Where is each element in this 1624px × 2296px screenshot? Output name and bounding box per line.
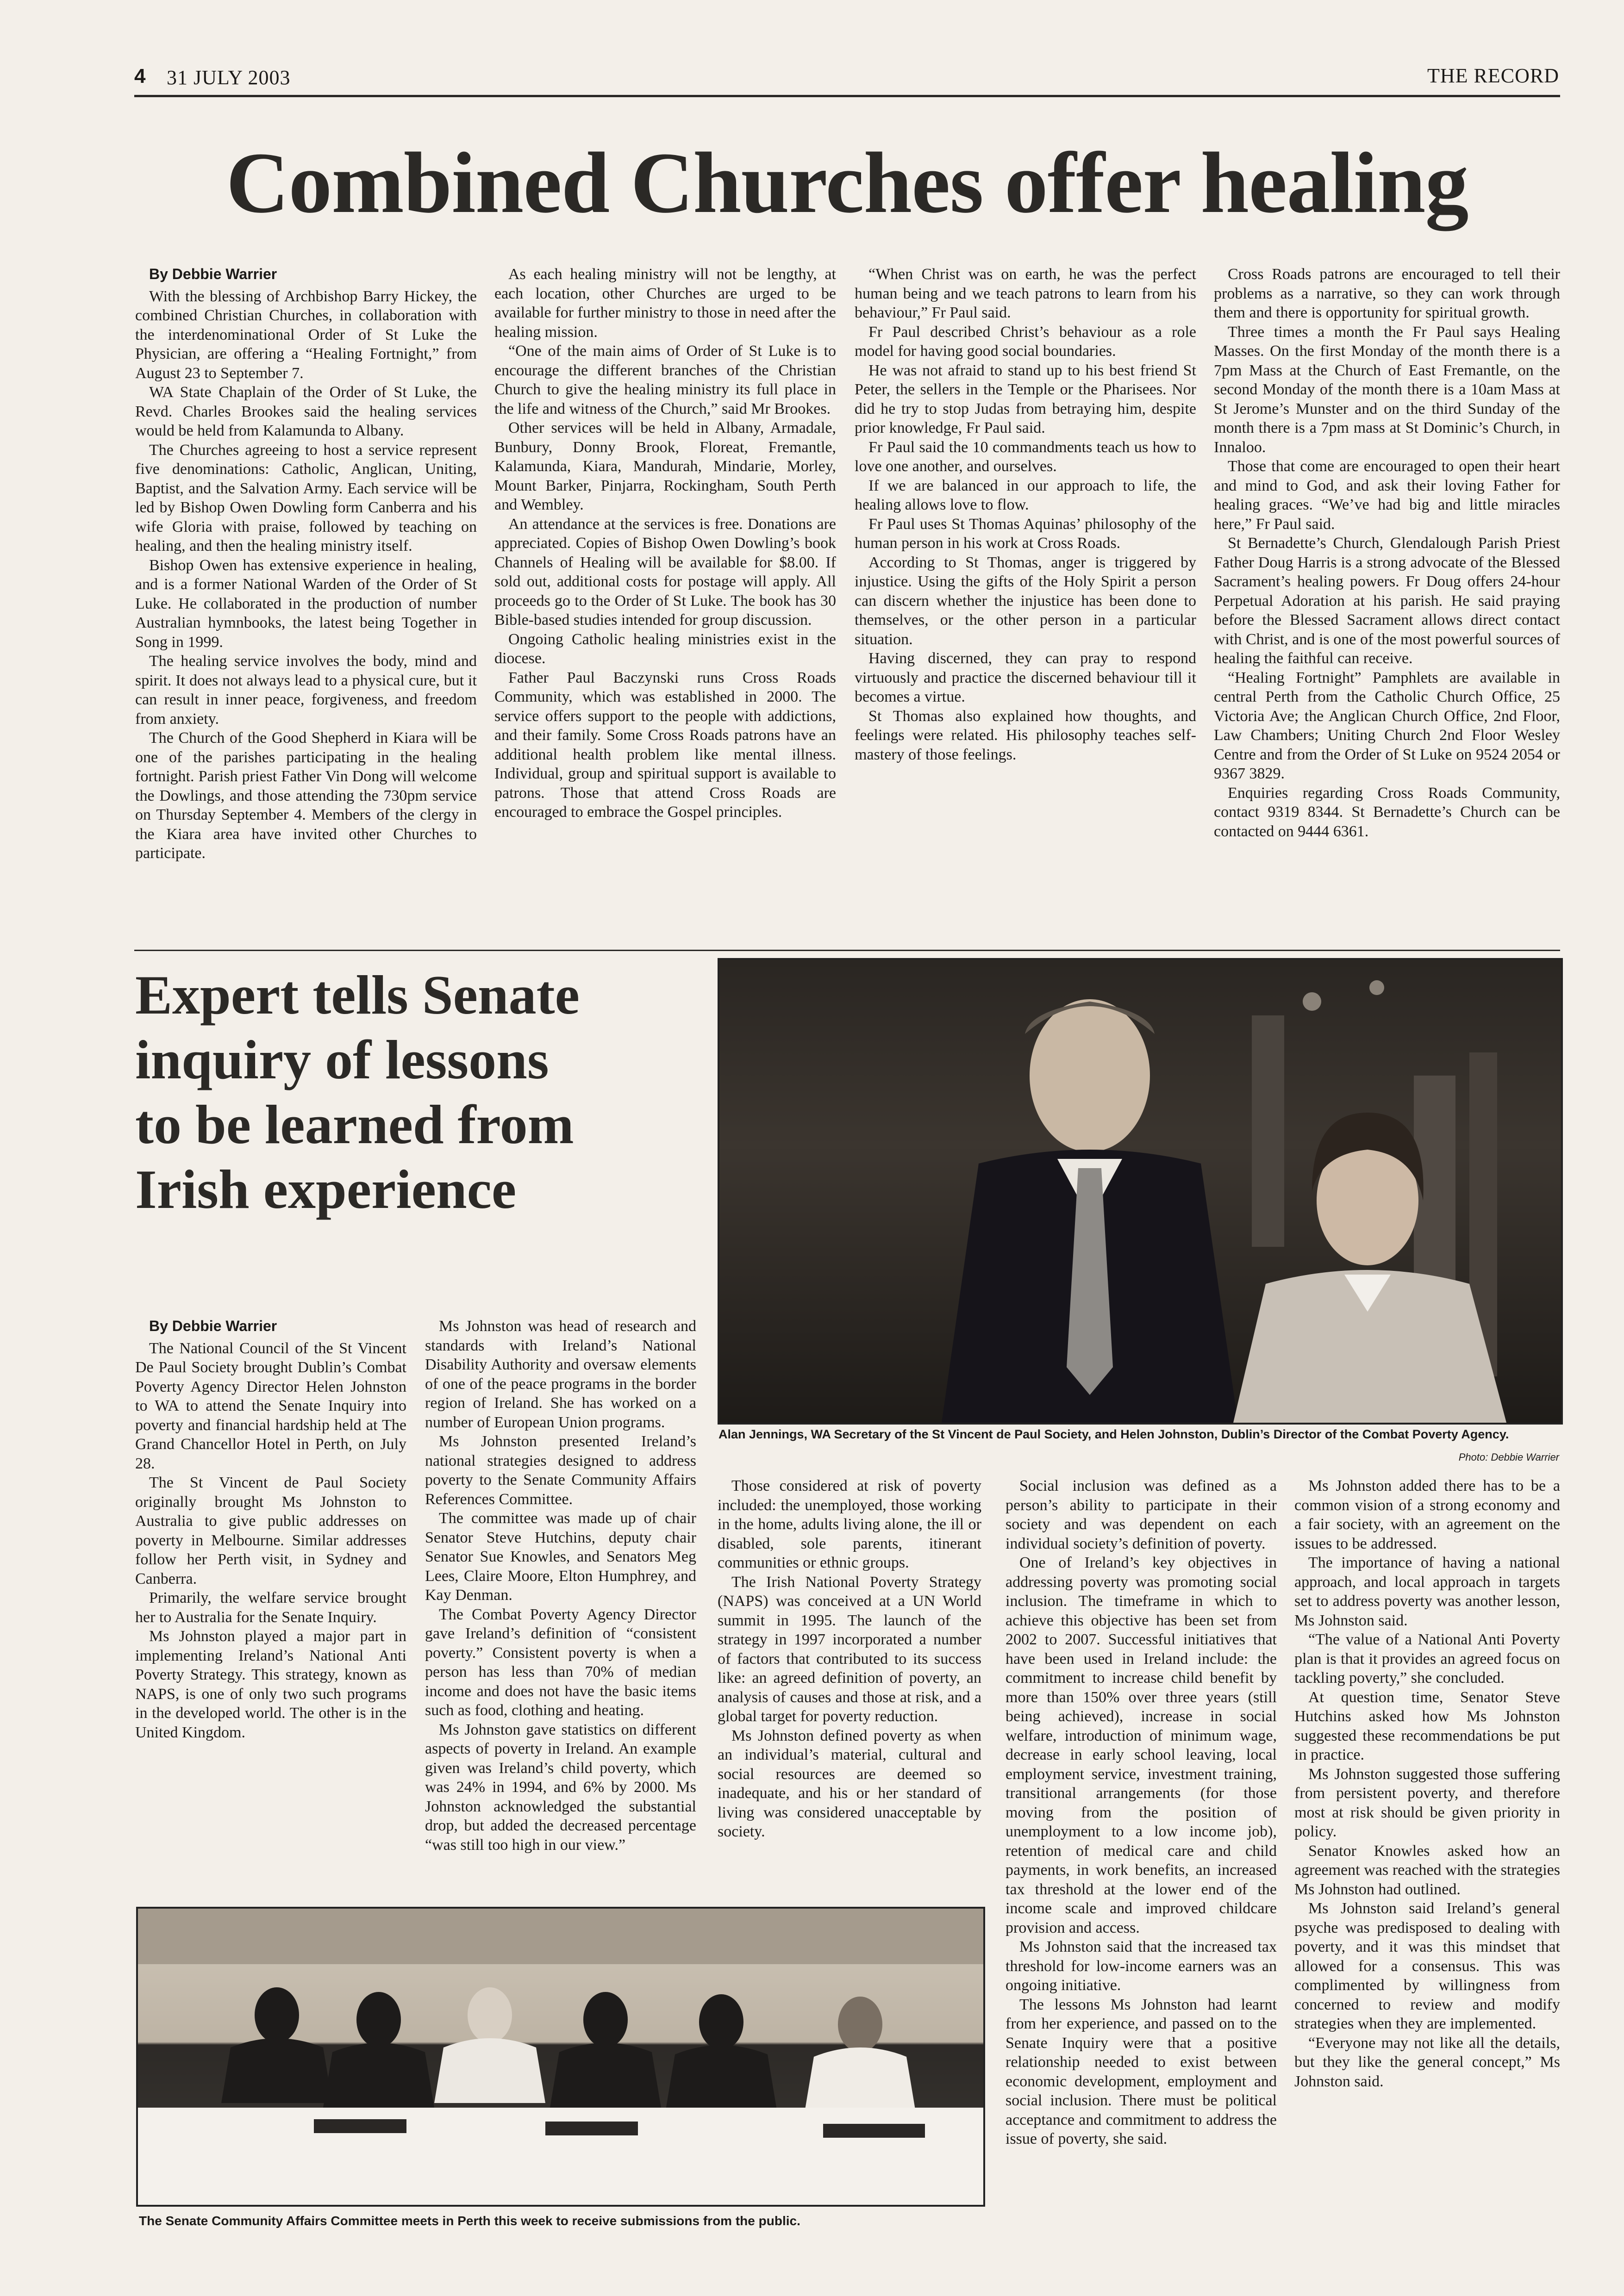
article1-col4: Cross Roads patrons are encouraged to tell their problems as a narrative, so they can work through them and there is opportunity for spiritual growth. Three times a month the Fr Paul says Healing Masses. On the first Monday of the month there is a 7pm Mass at the Church of East Fremantle, on the second Monday of the month there is a 10am Mass at St Jerome’s Munster and on the third Sunday of the month there is a 7pm mass at St Dominic’s Church, in Innaloo. Those that come are encouraged to open their heart and mind to God, and ask their loving Father for healing graces. “We’ve had big and little miracles here,” Fr Paul said. St Bernadette’s Church, Glendalough Parish Priest Father Doug Harris is a strong advocate of the Blessed Sacrament’s healing powers. Fr Doug offers 24-hour Perpetual Adoration at his parish. He said praying before the Blessed Sacrament allows direct contact with Christ, and is one of the most powerful sources of healing the faithful can receive. “Healing Fortnight” Pamphlets are available in central Perth from the Catholic Church Office, 25 Victoria Ave; the Anglican Church Office, 2nd Floor, Law Chambers; Uniting Church 2nd Floor Wesley Centre and from the Order of St Luke on 9524 2054 or 9367 3829. Enquiries regarding Cross Roads Community, contact 9319 8344. St Bernadette’s Church can be contacted on 9444 6361. bbox=[1214, 266, 1560, 840]
masthead-rule bbox=[134, 95, 1560, 97]
article1-col3: “When Christ was on earth, he was the perfect human being and we teach patrons to learn from his behaviour,” Fr Paul said. Fr Paul described Christ’s behaviour as a role model for having good social boundaries. He was not afraid to stand up to his best friend St Peter, the sellers in the Temple or the Pharisees. Nor did he try to stop Judas from betraying him, despite prior knowledge, Fr Paul said. Fr Paul said the 10 commandments teach us how to love one another, and ourselves. If we are balanced in our approach to life, the healing allows love to flow. Fr Paul uses St Thomas Aquinas’ philosophy of the human person in his work at Cross Roads. According to St Thomas, anger is triggered by injustice. Using the gifts of the Holy Spirit a person can discern whether the injustice has been done to themselves, or the other person in a particular situation. Having discerned, they can pray to respond virtuously and practice the discerned behaviour till it becomes a virtue. St Thomas also explained how thoughts, and feelings were related. His philosophy teaches self-mastery of those feelings. bbox=[855, 266, 1196, 763]
portrait-illustration bbox=[719, 960, 1561, 1423]
article2-col3: Those considered at risk of poverty included: the unemployed, those working in the home, adults living alone, the ill or disabled, sole parents, itinerant communities or ethnic groups. The Irish National Poverty Strategy (NAPS) was conceived at a UN World summit in 1995. The launch of the strategy in 1997 incorporated a number of factors that contributed to its success like: an agreed definition of poverty, an analysis of causes and those at risk, and a global target for poverty reduction. Ms Johnston defined poverty as when an individual’s material, cultural and social resources are deemed so inadequate, and his or her standard of living was considered unacceptable by society. bbox=[718, 1477, 981, 1840]
article2-col5: Ms Johnston added there has to be a common vision of a strong economy and a fair society, with an agreement on the issues to be addressed. The importance of having a national approach, and local approach in targets set to address poverty was another lesson, Ms Johnston said. “The value of a National Anti Poverty plan is that it provides an agreed focus on tackling poverty,” she concluded. At question time, Senator Steve Hutchins asked how Ms Johnston suggested these recommendations be put in practice. Ms Johnston suggested those suffering from persistent poverty, and therefore most at risk should be given priority in policy. Senator Knowles asked how an agreement was reached with the strategies Ms Johnston had outlined. Ms Johnston said Ireland’s general psyche was predisposed to dealing with poverty, and it was this mindset that allowed for a consensus. This was complimented by willingness from concerned to review and modify strategies when they are implemented. “Everyone may not like all the details, but they like the general concept,” Ms Johnston said. bbox=[1294, 1477, 1560, 2090]
article2-col4: Social inclusion was defined as a person’s ability to participate in their society and was dependent on each individual society’s definition of poverty. One of Ireland’s key objectives in addressing poverty was promoting social inclusion. The timeframe in which to achieve this objective has been set from 2002 to 2007. Successful initiatives that have been used in Ireland include: the commitment to increase child benefit by more than 150% over three years (still being achieved), increase in social welfare, introduction of minimum wage, decrease in early school leaving, local employment service, investment training, transitional arrangements (for those moving from the position of unemployment to a low income job), retention of medical care and child payments, in work benefits, an increased tax threshold at the lower end of the income scale and improved childcare provision and access. Ms Johnston said that the increased tax threshold for low-income earners was an ongoing initiative. The lessons Ms Johnston had learnt from her experience, and passed on to the Senate Inquiry were that a positive relationship needed to exist between economic development, employment and social inclusion. There must be political acceptance and commitment to address the issue of poverty, she said. bbox=[1006, 1477, 1277, 2147]
article2-col1: By Debbie Warrier The National Council of the St Vincent De Paul Society brought Dublin’s Combat Poverty Agency Director Helen Johnston to WA to attend the Senate Inquiry into poverty and financial hardship held at The Grand Chancellor Hotel in Perth, on July 28. The St Vincent de Paul Society originally brought Ms Johnston to Australia to give public addresses on poverty in Melbourne. Similar addresses follow her Perth visit, in Sydney and Canberra. Primarily, the welfare service brought her to Australia for the Senate Inquiry. Ms Johnston played a major part in implementing Ireland’s National Anti Poverty Strategy. This strategy, known as NAPS, is one of only two such programs in the developed world. The other is in the United Kingdom. bbox=[135, 1318, 406, 1741]
article1-col2: As each healing ministry will not be lengthy, at each location, other Churches are urged to be available for further ministry to those in need after the healing mission. “One of the main aims of Order of St Luke is to encourage the different branches of the Christian Church to give the healing ministry its full place in the life and witness of the Church,” said Mr Brookes. Other services will be held in Albany, Armadale, Bunbury, Donny Brook, Floreat, Fremantle, Kalamunda, Kiara, Mandurah, Mindarie, Morley, Mount Barker, Pinjarra, Rockingham, South Perth and Wembley. An attendance at the services is free. Donations are appreciated. Copies of Bishop Owen Dowling’s book Channels of Healing will be available for $8.00. If sold out, additional costs for postage will apply. All proceeds go to the Order of St Luke. The book has 30 Bible-based studies intended for group discussion. Ongoing Catholic healing ministries exist in the diocese. Father Paul Baczynski runs Cross Roads Community, which was established in 2000. The service offers support to the people with addictions, and their family. Some Cross Roads patrons have an additional health problem like mental illness. Individual, group and spiritual support is available to patrons. Those that attend Cross Roads are encouraged to embrace the Gospel principles. bbox=[494, 266, 836, 821]
article2-col2: Ms Johnston was head of research and standards with Ireland’s National Disability Authority and oversaw elements of one of the peace programs in the border region of Ireland. She has worked on a number of European Union programs. Ms Johnston presented Ireland’s national strategies designed to address poverty to the Senate Community Affairs References Committee. The committee was made up of chair Senator Steve Hutchins, deputy chair Senator Sue Knowles, and Senators Meg Lees, Claire Moore, Elton Humphrey, and Kay Denman. The Combat Poverty Agency Director gave Ireland’s definition of “consistent poverty.” Consistent poverty is when a person has less than 70% of median income and does not have the basic items such as food, clothing and heating. Ms Johnston gave statistics on different aspects of poverty in Ireland. An example given was Ireland’s child poverty, which was 24% in 1994, and 6% by 2000. Ms Johnston acknowledged the substantial drop, but added the decreased percentage “was still too high in our view.” bbox=[425, 1318, 696, 1854]
page-number: 4 bbox=[134, 65, 146, 87]
committee-illustration bbox=[138, 1909, 983, 2205]
article1-col1: By Debbie Warrier With the blessing of Archbishop Barry Hickey, the combined Christian Churches, in collaboration with the interdenominational Order of St Luke the Physician, are offering a “Healing Fortnight,” from August 23 to September 7. WA State Chaplain of the Order of St Luke, the Revd. Charles Brookes said the healing services would be held from Kalamunda to Albany. The Churches agreeing to host a service represent five denominations: Catholic, Anglican, Uniting, Baptist, and the Salvation Army. Each service will be led by Bishop Owen Dowling form Canberra and his wife Gloria with praise, followed by teaching on healing, and then the healing ministry itself. Bishop Owen has extensive experience in healing, and is a former National Warden of the Order of St Luke. He collaborated in the production of number Australian hymnbooks, the latest being Together in Song in 1999. The healing service involves the body, mind and spirit. It does not always lead to a physical cure, but it can result in inner peace, forgiveness, and freedom from anxiety. The Church of the Good Shepherd in Kiara will be one of the parishes participating in the healing fortnight. Parish priest Father Vin Dong will welcome the Dowlings, and those attending the 730pm service on Thursday September 4. Members of the clergy in the Kiara area have invited other Churches to participate. bbox=[135, 266, 477, 862]
publication-name: THE RECORD bbox=[1427, 64, 1559, 87]
article-divider bbox=[134, 950, 1560, 951]
portrait-photo bbox=[718, 958, 1563, 1425]
article2-headline: Expert tells Senate inquiry of lessons to be learned from Irish experience bbox=[135, 964, 580, 1220]
portrait-caption: Alan Jennings, WA Secretary of the St Vincent de Paul Society, and Helen Johnston, Dublin’s Director of the Combat Poverty Agency. bbox=[718, 1427, 1509, 1441]
portrait-photo-credit: Photo: Debbie Warrier bbox=[1458, 1451, 1559, 1463]
issue-date: 31 JULY 2003 bbox=[167, 66, 291, 89]
article1-byline: By Debbie Warrier bbox=[149, 266, 277, 282]
article2-byline: By Debbie Warrier bbox=[149, 1318, 277, 1334]
article1-headline: Combined Churches offer healing bbox=[226, 134, 1468, 231]
committee-photo bbox=[136, 1907, 985, 2207]
committee-caption: The Senate Community Affairs Committee meets in Perth this week to receive submissions from the public. bbox=[139, 2214, 800, 2228]
